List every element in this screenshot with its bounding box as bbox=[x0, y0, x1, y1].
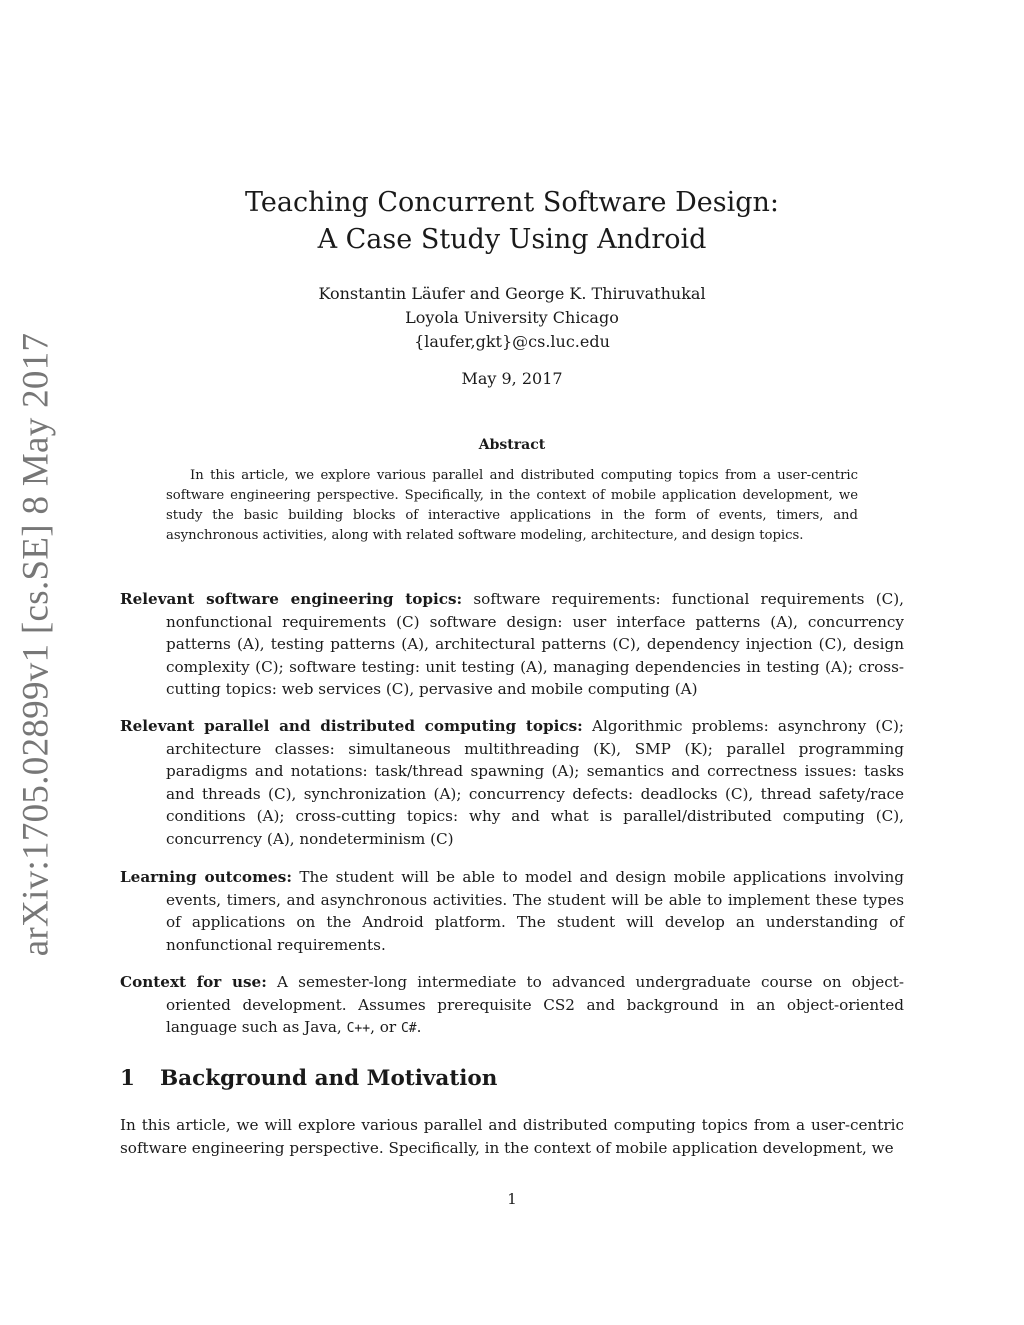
learning-outcomes-paragraph bbox=[120, 866, 904, 956]
author-names: Konstantin Läufer and George K. Thiruvathukal bbox=[318, 284, 706, 303]
abstract-heading: Abstract bbox=[478, 437, 546, 453]
se-topics-term: Relevant software engineering topics: bbox=[120, 590, 463, 608]
context-code-csharp: C# bbox=[400, 1021, 417, 1037]
page-number: 1 bbox=[507, 1190, 517, 1208]
context-text-before: A semester-long intermediate to advanced undergraduate course on object-oriented development. Assumes prerequisite CS2 and background in an object-oriented language such as Java, bbox=[166, 973, 905, 1037]
pdc-topics-paragraph bbox=[120, 715, 904, 851]
section-1-text: In this article, we will explore various parallel and distributed computing topics from a user-centric software engineering perspective. Specifically, in the context of mobile application development, we bbox=[120, 1116, 904, 1157]
pdc-topics-text: Algorithmic problems: asynchrony (C); architecture classes: simultaneous multithreading (K), SMP (K); parallel programming paradigms and notations: task/thread spawning (A); semantics and correctness issues: tasks and threads (C), synchronization (A); concurrency defects: deadlocks (C), thread safety/race conditions (A); cross-cutting topics: why and what is parallel/distributed computing (C), concurrency (A), nondeterminism (C) bbox=[166, 717, 905, 848]
pdc-topics-term: Relevant parallel and distributed computing topics: bbox=[120, 717, 583, 735]
section-1-title: Background and Motivation bbox=[160, 1066, 498, 1091]
context-term: Context for use: bbox=[120, 973, 267, 991]
section-1-heading bbox=[120, 1066, 497, 1091]
author-email: {laufer,gkt}@cs.luc.edu bbox=[414, 332, 610, 351]
section-1-number: 1 bbox=[120, 1066, 135, 1091]
arxiv-identifier-stamp bbox=[12, 332, 60, 956]
author-block bbox=[120, 282, 904, 354]
context-text-mid: , or bbox=[370, 1018, 401, 1037]
learning-outcomes-term: Learning outcomes: bbox=[120, 868, 292, 886]
context-code-cpp: C++ bbox=[346, 1021, 371, 1037]
title-line-1: Teaching Concurrent Software Design: bbox=[245, 187, 779, 218]
paper-date: May 9, 2017 bbox=[461, 369, 563, 388]
title-line-2: A Case Study Using Android bbox=[317, 224, 707, 255]
se-topics-paragraph bbox=[120, 588, 904, 701]
arxiv-identifier-text: arXiv:1705.02899v1 [cs.SE] 8 May 2017 bbox=[15, 332, 57, 956]
context-paragraph bbox=[120, 971, 904, 1041]
abstract-text: In this article, we explore various parallel and distributed computing topics from a user-centric software engineering perspective. Specifically, in the context of mobile application development, we study the basic building blocks of interactive applications in the form of events, timers, and asynchronous activities, along with related software modeling, architecture, and design topics. bbox=[166, 468, 858, 543]
se-topics-text: software requirements: functional requirements (C), nonfunctional requirements (C) software design: user interface patterns (A), concurrency patterns (A), testing patterns (A), architectural patterns (C), dependency injection (C), design complexity (C); software testing: unit testing (A), managing dependencies in testing (A); cross-cutting topics: web services (C), pervasive and mobile computing (A) bbox=[166, 590, 904, 699]
context-text-after: . bbox=[416, 1018, 422, 1037]
author-affiliation: Loyola University Chicago bbox=[405, 308, 619, 327]
learning-outcomes-text: The student will be able to model and design mobile applications involving events, timers, and asynchronous activities. The student will be able to implement these types of applications on the Android platform. The student will develop an understanding of nonfunctional requirements. bbox=[166, 868, 905, 954]
paper-title bbox=[120, 184, 904, 258]
